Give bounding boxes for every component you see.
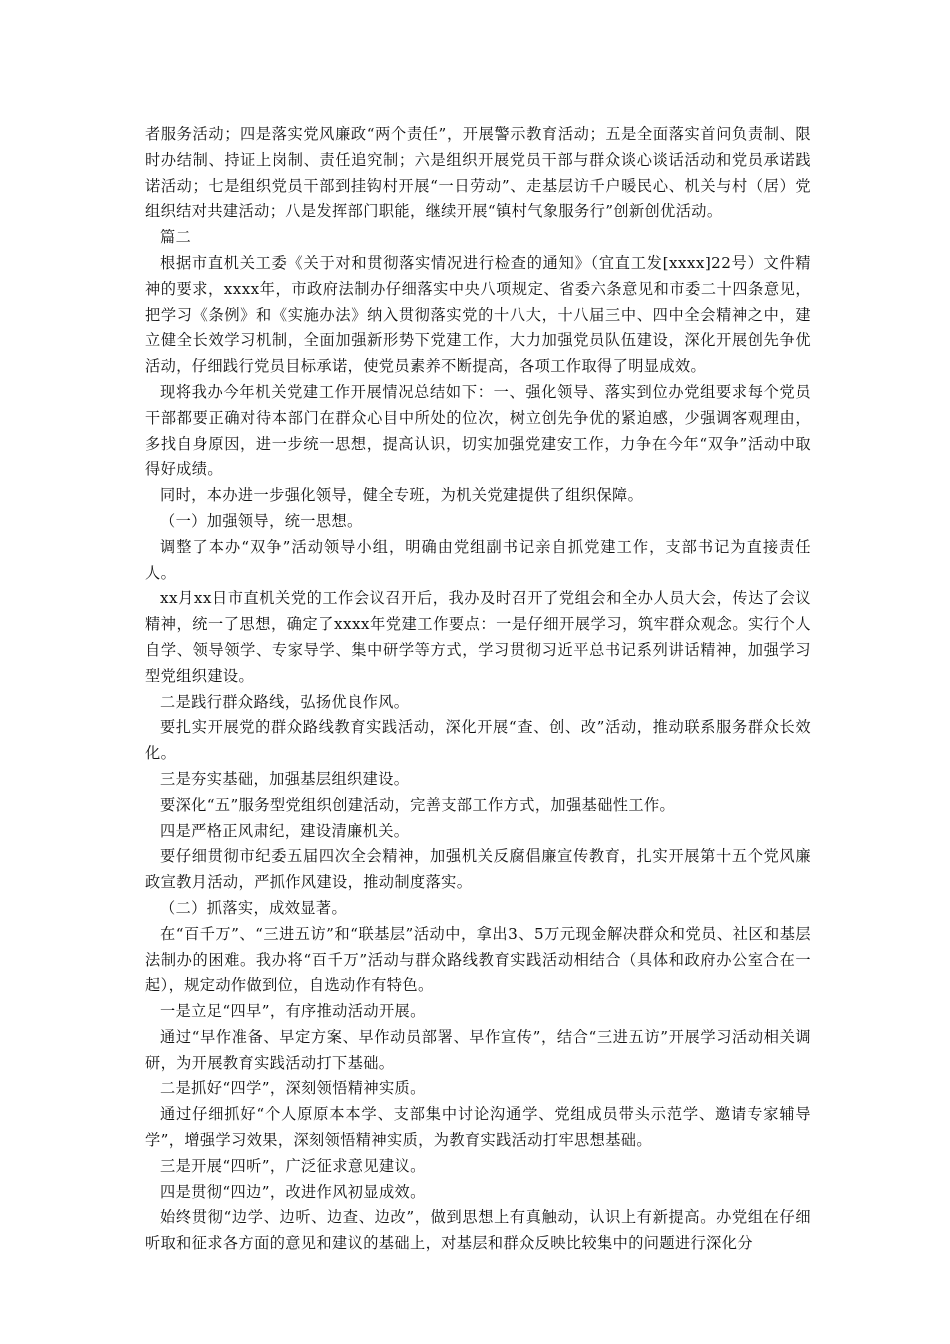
paragraph: 篇二 xyxy=(160,228,192,247)
paragraph: 通过“早作准备、早定方案、早作动员部署、早作宣传”，结合“三进五访”开展学习活动相关调研，为开展教育实践活动打下基础。 xyxy=(145,1027,811,1072)
paragraph: 现将我办今年机关党建工作开展情况总结如下：一、强化领导、落实到位办党组要求每个党员干部都要正确对待本部门在群众心目中所处的位次，树立创先争优的紧迫感，少强调客观理由，多找自身原因，进一步统一思想，提高认识，切实加强党建安工作，力争在今年“双争”活动中取得好成绩。 xyxy=(145,382,811,479)
paragraph: xx月xx日市直机关党的工作会议召开后，我办及时召开了党组会和全办人员大会，传达了会议精神，统一了思想，确定了xxxx年党建工作要点：一是仔细开展学习，筑牢群众观念。实行个人自学、领导领学、专家导学、集中研学等方式，学习贯彻习近平总书记系列讲话精神，加强学习型党组织建设。 xyxy=(145,589,811,685)
paragraph: 在“百千万”、“三进五访”和“联基层”活动中，拿出3、5万元现金解决群众和党员、社区和基层法制办的困难。我办将“百千万”活动与群众路线教育实践活动相结合（具体和政府办公室合在一起），规定动作做到位，自选动作有特色。 xyxy=(145,924,811,995)
paragraph: 通过仔细抓好“个人原原本本学、支部集中讨论沟通学、党组成员带头示范学、邀请专家辅导学”，增强学习效果，深刻领悟精神实质，为教育实践活动打牢思想基础。 xyxy=(145,1105,811,1150)
paragraph: 要深化“五”服务型党组织创建活动，完善支部工作方式，加强基础性工作。 xyxy=(160,795,676,814)
paragraph: 者服务活动；四是落实党风廉政“两个责任”，开展警示教育活动；五是全面落实首问负责制、限时办结制、持证上岗制、责任追究制；六是组织开展党员干部与群众谈心谈话活动和党员承诺践诺活动；七是组织党员干部到挂钩村开展“一日劳动”、走基层访千户暖民心、机关与村（居）党组织结对共建活动；八是发挥部门职能，继续开展“镇村气象服务行”创新创优活动。 xyxy=(145,125,811,221)
paragraph: 始终贯彻“边学、边听、边查、边改”，做到思想上有真触动，认识上有新提高。办党组在仔细听取和征求各方面的意见和建议的基础上，对基层和群众反映比较集中的问题进行深化分 xyxy=(145,1208,811,1253)
paragraph: （二）抓落实，成效显著。 xyxy=(160,898,348,917)
paragraph: 同时，本办进一步强化领导，健全专班，为机关党建提供了组织保障。 xyxy=(160,486,644,505)
paragraph: 二是践行群众路线，弘扬优良作风。 xyxy=(160,692,410,711)
paragraph: 一是立足“四早”，有序推动活动开展。 xyxy=(160,1002,426,1021)
paragraph: 三是开展“四听”，广泛征求意见建议。 xyxy=(160,1156,426,1175)
paragraph: 三是夯实基础，加强基层组织建设。 xyxy=(160,769,410,788)
paragraph: 根据市直机关工委《关于对和贯彻落实情况进行检查的通知》（宜直工发[xxxx]22号）文件精神的要求，xxxx年，市政府法制办仔细落实中央八项规定、省委六条意见和市委二十四条意见，把学习《条例》和《实施办法》纳入贯彻落实党的十八大，十八届三中、四中全会精神之中，建立健全长效学习机制，全面加强新形势下党建工作，大力加强党员队伍建设，深化开展创先争优活动，仔细践行党员目标承诺，使党员素养不断提高，各项工作取得了明显成效。 xyxy=(145,253,811,376)
paragraph: （一）加强领导，统一思想。 xyxy=(160,511,363,530)
paragraph: 四是严格正风肃纪，建设清廉机关。 xyxy=(160,821,410,840)
paragraph: 要仔细贯彻市纪委五届四次全会精神，加强机关反腐倡廉宣传教育，扎实开展第十五个党风廉政宣教月活动，严抓作风建设，推动制度落实。 xyxy=(145,847,811,892)
paragraph: 二是抓好“四学”，深刻领悟精神实质。 xyxy=(160,1079,426,1098)
document-body xyxy=(145,122,811,1257)
paragraph: 四是贯彻“四边”，改进作风初显成效。 xyxy=(160,1182,426,1201)
paragraph: 要扎实开展党的群众路线教育实践活动，深化开展“查、创、改”活动，推动联系服务群众长效化。 xyxy=(145,718,811,763)
paragraph: 调整了本办“双争”活动领导小组，明确由党组副书记亲自抓党建工作，支部书记为直接责任人。 xyxy=(145,537,811,582)
